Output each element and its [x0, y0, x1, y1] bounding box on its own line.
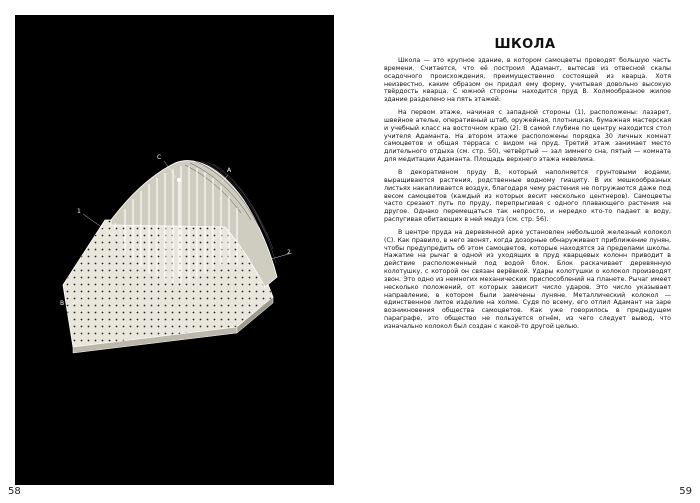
- figure-label-a: A: [227, 167, 232, 174]
- page-number-left: 58: [8, 486, 21, 497]
- article-body: [384, 57, 671, 336]
- right-page: [350, 0, 700, 503]
- figure-label-c: C: [157, 154, 162, 161]
- figure-label-2: 2: [287, 249, 291, 256]
- figure-label-1: 1: [77, 208, 81, 215]
- paragraph: Школа — это крупное здание, в котором самоцветы проводят большую часть времени. Считается, что её построил Адамант, вытесав из отвесной скалы осадочного происхождения, преимущественно состоящей из кварца. Хотя неизвестно, каким образом он придал ему форму, учитывая довольно высокую твёрдость кварца. С южной стороны находится пруд В. Холмообразное жилое здание разделено на пять этажей.: [384, 57, 671, 104]
- illustration-panel: [15, 15, 334, 485]
- paragraph: На первом этаже, начиная с западной стороны (1), расположены: лазарет, швейное ателье, оперативный штаб, оружейная, плотницкая, бумажная мастерская и учебный класс на восточном краю (2). В самой глубине по центру находится стол учителя Адаманта. На втором этаже расположены порядка 30 личных комнат самоцветов и общая терраса с видом на пруд. Третий этаж занимает место длительного отдыха (см. стр. 50), четвёртый — зал зимнего сна, пятый — комната для медитации Адаманта. Площадь верхнего этажа невелика.: [384, 109, 671, 164]
- figure-label-b: B: [60, 300, 65, 307]
- paragraph: В декоративном пруду В, который наполняется грунтовыми водами, выращиваются растения, родственные водному гиациту. В их мешкообразных листьях накапливается воздух, благодаря чему растения не погружаются даже под весом самоцветов (каждый из которых весит несколько центнеров). Самоцветы часто срезают путь по пруду, перепрыгивая с одного плавающего растения на другое. Однако перемещаться так непросто, и нередко кто-то падает в воду, распугивая обитающих в ней медуз (см. стр. 56).: [384, 168, 671, 224]
- page-number-right: 59: [679, 486, 692, 497]
- article-title: ШКОЛА: [494, 37, 556, 52]
- paragraph: В центре пруда на деревянной арке установлен небольшой железный колокол (С). Как правило, в него звонят, когда дозорные обнаруживают приближение лунян, чтобы предупредить об этом самоцветов, которые находятся за пределами школы. Нажатие на рычаг в одной из уходящих в пруд кварцевых колонн приводит в действие расположенный под водой блок. Блок раскачивает деревянную колотушку, с которой он связан верёвкой. Удары колотушки о колокол производят звон. Это одно из немногих механических приспособлений на планете. Рычаг имеет несколько положений, от которых зависит число ударов. Это число указывает направление, в котором были замечены луняне. Металлический колокол — единственное литое изделие на холме. Судя по всему, его отлил Адамант на заре возникновения общества самоцветов. Как уже говорилось в предыдущем параграфе, это общество не пользуется огнём, из чего следует вывод, что изначально колокол был создан с какой-то другой целью.: [384, 228, 671, 330]
- bell: [177, 178, 181, 182]
